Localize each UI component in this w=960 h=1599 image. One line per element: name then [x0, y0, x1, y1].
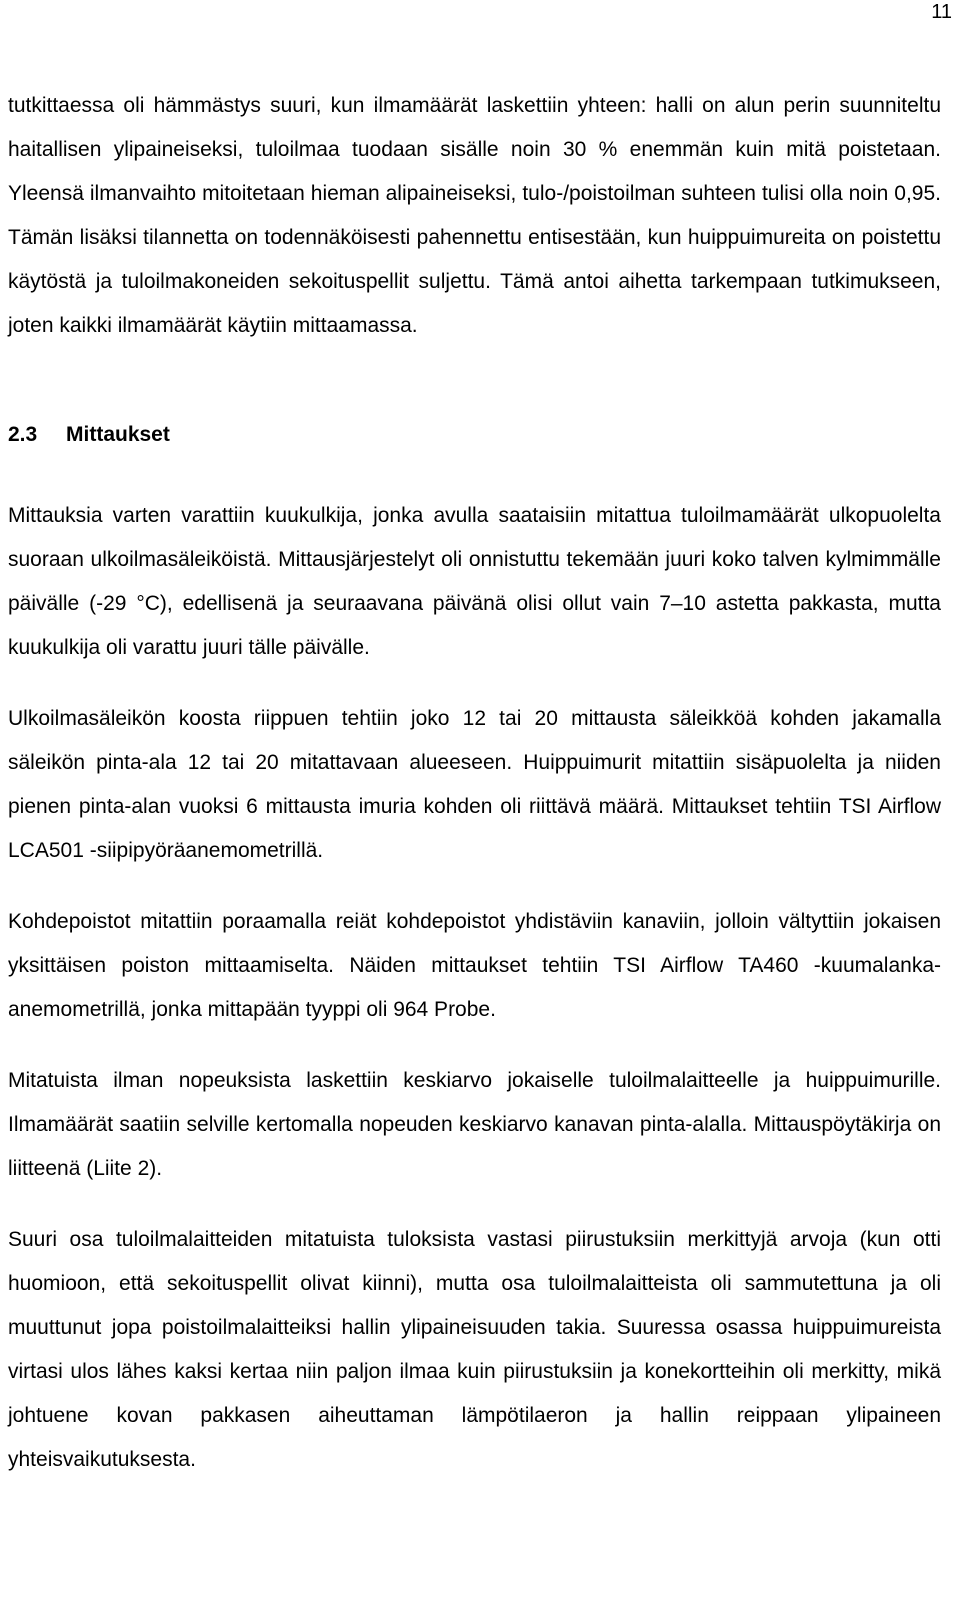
paragraph-averages: Mitatuista ilman nopeuksista laskettiin keskiarvo jokaiselle tuloilmalaitteelle ja huippuimurille. Ilmamäärät saatiin selville kertomalla nopeuden keskiarvo kanavan pinta-alalla. Mittauspöytäkirja on liitteenä (Liite 2).	[8, 1069, 941, 1180]
document-body	[8, 84, 941, 1482]
paragraph-measurement-setup: Mittauksia varten varattiin kuukulkija, jonka avulla saataisiin mitattua tuloilmamäärät ulkopuolelta suoraan ulkoilmasäleiköistä. Mittausjärjestelyt oli onnistuttu tekemään juuri koko talven kylmimmälle päivälle (-29 °C), edellisenä ja seuraavana päivänä olisi ollut vain 7–10 astetta pakkasta, mutta kuukulkija oli varattu juuri tälle päivälle.	[8, 504, 941, 659]
paragraph-local-exhausts: Kohdepoistot mitattiin poraamalla reiät kohdepoistot yhdistäviin kanaviin, jolloin vältyttiin jokaisen yksittäisen poiston mittaamiselta. Näiden mittaukset tehtiin TSI Airflow TA460 -kuumalanka-anemometrillä, jonka mittapään tyyppi oli 964 Probe.	[8, 910, 941, 1021]
section-title: Mittaukset	[66, 423, 170, 446]
paragraph-results: Suuri osa tuloilmalaitteiden mitatuista tuloksista vastasi piirustuksiin merkittyjä arvoja (kun otti huomioon, että sekoituspellit olivat kiinni), mutta osa tuloilmalaitteista oli sammutettuna ja oli muuttunut jopa poistoilmalaitteiksi hallin ylipaineisuuden takia. Suuressa osassa huippuimureista virtasi ulos lähes kaksi kertaa niin paljon ilmaa kuin piirustuksiin ja konekortteihin oli merkitty, mikä johtuene kovan pakkasen aiheuttaman lämpötilaeron ja hallin reippaan ylipaineen yhteisvaikutuksesta.	[8, 1228, 941, 1471]
section-heading	[8, 413, 941, 457]
paragraph-grille-measurements: Ulkoilmasäleikön koosta riippuen tehtiin joko 12 tai 20 mittausta säleikköä kohden jakamalla säleikön pinta-ala 12 tai 20 mitattavaan alueeseen. Huippuimurit mitattiin sisäpuolelta ja niiden pienen pinta-alan vuoksi 6 mittausta imuria kohden oli riittävä määrä. Mittaukset tehtiin TSI Airflow LCA501 -siipipyöräanemometrillä.	[8, 707, 941, 862]
page-number: 11	[931, 1, 952, 23]
paragraph-intro-continued: tutkittaessa oli hämmästys suuri, kun ilmamäärät laskettiin yhteen: halli on alun perin suunniteltu haitallisen ylipaineiseksi, tuloilmaa tuodaan sisälle noin 30 % enemmän kuin mitä poistetaan. Yleensä ilmanvaihto mitoitetaan hieman alipaineiseksi, tulo-/poistoilman suhteen tulisi olla noin 0,95. Tämän lisäksi tilannetta on todennäköisesti pahennettu entisestään, kun huippuimureita on poistettu käytöstä ja tuloilmakoneiden sekoituspellit suljettu. Tämä antoi aihetta tarkempaan tutkimukseen, joten kaikki ilmamäärät käytiin mittaamassa.	[8, 94, 941, 337]
section-number: 2.3	[8, 423, 38, 446]
